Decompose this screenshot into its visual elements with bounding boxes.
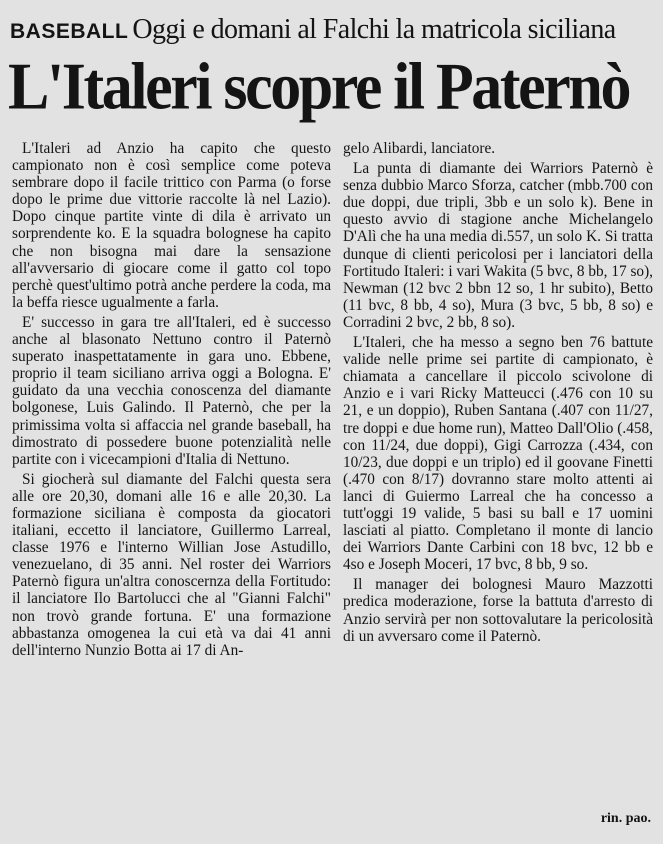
headline: L'Italeri scopre il Paternò bbox=[8, 50, 630, 124]
subheadline: Oggi e domani al Falchi la matricola siciliana bbox=[132, 14, 616, 45]
paragraph: E' successo in gara tre all'Italeri, ed è successo anche al blasonato Nettuno contro il Paternò superato inaspettatamente in gara uno. Ebbene, proprio il team siciliano arriva oggi a Bologna. E' guidato da una vecchia conoscenza del diamante bolgonese, Luis Galindo. Il Paternò, che per la primissima volta si affaccia nel grande baseball, ha dimostrato di possedere buone potenzialità nelle partite con i vicecampioni d'Italia di Nettuno. bbox=[12, 313, 331, 468]
paragraph: L'Italeri ad Anzio ha capito che questo campionato non è così semplice come poteva sembrare dopo il facile trittico con Parma (o forse dopo le prime due vittorie raccolte là nel Lazio). Dopo cinque partite vinte di dila è arrivato un sorprendente ko. E la squadra bolognese ha capito che non bisogna mai dare la sensazione all'avversario di giocare come il gatto col topo perchè quest'ultimo potrà anche perdere la coda, ma la beffa riesce ugualmente a farla. bbox=[12, 140, 331, 311]
paragraph: Il manager dei bolognesi Mauro Mazzotti predica moderazione, forse la battuta d'arresto di Anzio servirà per non sottovalutare la pericolosità di un avversaro come il Paternò. bbox=[343, 576, 653, 645]
author-signature: rin. pao. bbox=[600, 811, 651, 826]
body-column-left bbox=[12, 140, 331, 659]
body-column-right bbox=[343, 140, 653, 645]
paragraph: Si giocherà sul diamante del Falchi questa sera alle ore 20,30, domani alle 16 e alle 20,30. La formazione siciliana è composta da giocatori italiani, eccetto il lanciatore, Guillermo Larreal, classe 1976 e l'interno Willian Jose Astudillo, venezuelano, di 35 anni. Nel roster dei Warriors Paternò figura un'altra conoscernza della Fortitudo: il lanciatore Ilo Bartolucci che al "Gianni Falchi" non trovò grande fortuna. E' una formazione abbastanza omogenea la cui età va dai 41 anni dell'interno Nunzio Botta ai 17 di An- bbox=[12, 470, 331, 659]
paragraph: La punta di diamante dei Warriors Paternò è senza dubbio Marco Sforza, catcher (mbb.700 con due doppi, due tripli, 3bb e un solo k). Bene in questo avvio di stagione anche Michelangelo D'Alì che ha una media di.557, un solo K. Si tratta dunque di clienti pericolosi per i lanciatori della Fortitudo Italeri: i vari Wakita (5 bvc, 8 bb, 17 so), Newman (12 bvc 2 bbn 12 so, 1 hr subito), Betto (11 bvc, 8 bb, 4 so), Mura (3 bvc, 5 bb, 8 so) e Corradini 2 bvc, 2 bb, 8 so). bbox=[343, 160, 653, 331]
section-kicker: BASEBALL bbox=[10, 20, 129, 43]
paragraph: L'Italeri, che ha messo a segno ben 76 battute valide nelle prime sei partite di campionato, è chiamata a cancellare il piccolo scivolone di Anzio e i vari Ricky Matteucci (.476 con 10 su 21, e un doppio), Ruben Santana (.407 con 11/27, tre doppi e due home run), Matteo Dall'Olio (.458, con 11/24, due doppi), Gigi Carrozza (.434, con 10/23, due doppi e un triplo) ed il goovane Finetti (.470 con 8/17) dovranno stare molto attenti ai lanci di Guiermo Larreal che ha concesso a tutt'oggi 19 valide, 5 basi su ball e 17 uomini lasciati al piatto. Completano il monte di lancio dei Warriors Dante Carbini con 18 bvc, 12 bb e 4so e Joseph Moceri, 17 bvc, 8 bb, 9 so. bbox=[343, 334, 653, 574]
paragraph: gelo Alibardi, lanciatore. bbox=[343, 140, 496, 157]
header-row bbox=[10, 14, 660, 46]
